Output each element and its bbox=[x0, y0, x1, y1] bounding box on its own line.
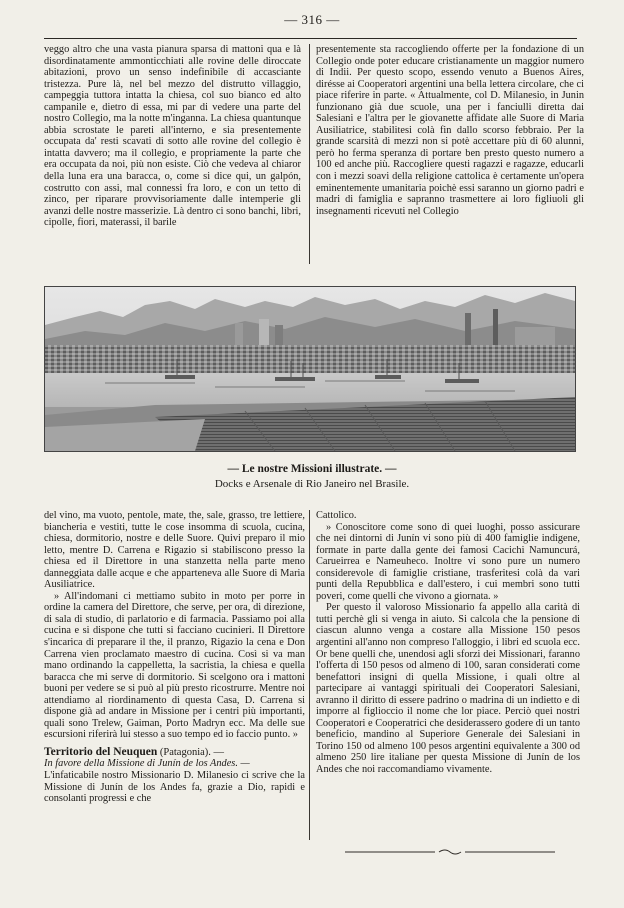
section-heading bbox=[44, 747, 305, 759]
section-heading-title: Territorio del Neuquen bbox=[44, 745, 158, 758]
end-ornament-icon bbox=[345, 848, 555, 856]
column-bottom-left bbox=[44, 510, 305, 805]
paragraph: » All'indomani ci mettiamo subito in moto per porre in ordine la camera del Direttore, che serve, per ora, di direzione, di sala di studio, di parlatorio e di farmacia. Passiamo poi alla cucina e si dispone che tutti si facciano cucinieri. Il Direttore s'incarica di preparare il the, il pranzo, Rigazio la cena e Don Carrena vien proclamato maestro di cucina. Così si va man mano ordinando la cappelletta, la sacristia, la chiesa e quella baracca che mi serve di dormitorio. Si scelgono ora i mattoni buoni per vedere se si può al più presto ricostrurre. Mentre noi attendiamo al riordinamento di questa Casa, D. Carrena si dispone già ad andare in Missione per i centri più importanti, quali sono Trelew, Gaiman, Porto Madryn ecc. Ma delle sue escursioni riferirà lui stesso a suo tempo ed io faccio punto. » bbox=[44, 590, 305, 741]
harbor-photograph-image bbox=[45, 287, 575, 451]
illustration-caption-title: — Le nostre Missioni illustrate. — bbox=[227, 463, 397, 475]
paragraph: Cattolico. bbox=[316, 510, 357, 521]
page-number: — 316 — bbox=[284, 12, 340, 27]
column-divider bbox=[309, 510, 310, 840]
column-bottom-right bbox=[316, 510, 580, 776]
paragraph: Per questo il valoroso Missionario fa appello alla carità di tutti perchè gli si venga in aiuto. Si calcola che la pensione di ciascun alunno venga a costare alla Missione 150 pesos argentini all'anno non compreso l'alloggio, i libri ed scuola ecc. Or bene quelli che, unendosi agli sforzi dei Missionari, faranno l'offerta di 150 pesos od almeno di 100, saran considerati come benefattori insigni di quella Missione, i quali oltre al partecipare ai vantaggi spirituali dei Cooperatori Salesiani, avranno il diritto di essere padrino o madrina di un indietto e di imporre al figlioccio il nome che lor piace. Perciò quei nostri Cooperatori e Cooperatrici che desiderassero godere di un tanto beneficio, mandino al Superiore Generale dei Salesiani in Torino 150 od almeno 100 pesos argentini equivalente a 300 od almeno 250 lire italiane per questa Missione di Junín de los Andes che noi raccomandiamo vivamente. bbox=[316, 602, 580, 776]
paragraph: presentemente sta raccogliendo offerte per la fondazione di un Collegio onde poter educare cristianamente un maggior numero di Indii. Per questo scopo, essendo venuto a Buenos Aires, dirésse ai Cooperatori argentini una bella lettera circolare, che ci piace riferire in parte. « Attualmente, col D. Milanesio, in Junin funzionano già due scuole, una per i fanciulli diretta dai Salesiani e l'altra per le giovanette affidate alle Suore di Maria Ausiliatrice, stabilitesi colà fin dallo scorso febbraio. Per la grande scarsità di mezzi non si potè accettare più di 60 alunni, però ho ferma speranza di portare ben presto questo numero a 100 ed anche più. Raccogliere questi ragazzi e ragazze, educarli con i mezzi soavi della religione cattolica è certamente un'opera eminentemente umanitaria poichè essi saranno un giorno padri e madri di famiglia e sapranno trasmettere ai loro figliuoli gli insegnamenti ricevuti nel Collegio bbox=[316, 44, 584, 217]
illustration-caption-subtitle: Docks e Arsenale di Rio Janeiro nel Brasile. bbox=[214, 478, 410, 490]
column-top-right bbox=[316, 44, 584, 217]
harbor-photograph bbox=[44, 286, 576, 452]
paragraph: » Conoscitore come sono di quei luoghi, posso assicurare che nei dintorni di Junín vi sono più di 400 famiglie indigene, formate in parte dalla gente dei famosi Cacichi Namuncurá, Carueirrea e Nameuheco. Inoltre vi sono pure un numero considerevole di famiglie cristiane, trasferitesi colà da vari punti della Repubblica e dall'estero, i cui membri sono tutti poveri, come quelli che vivono a giornata. » bbox=[316, 521, 580, 602]
header-rule bbox=[44, 38, 577, 39]
column-divider bbox=[309, 44, 310, 264]
column-top-left bbox=[44, 44, 301, 229]
paragraph: veggo altro che una vasta pianura sparsa di mattoni qua e là disordinatamente ammonticchiati alle rovine delle diroccate abitazioni, provo un senso indefinibile di accasciante tristezza. Pure là, nel bel mezzo del distrutto villaggio, campeggia tuttora intatta la chiesa, col suo bianco ed alto campanile e, dietro di essa, mi par di vedere una parte del nostro Collegio, ma la notte m'inganna. La chiesa quantunque abbia scrostate le pareti all'interno, e sia presentemente occupata da' resti scavati di sotto alle rovine del collegio è intatta davvero; ma il collegio, e propriamente la parte che era occupata da noi, più non esiste. Ciò che vedeva al chiaror della luna era una baracca, o, come si dice qui, un galpón, costrutto con assi, mal connessi fra loro, e con un tetto di zinco, per riparare provvisoriamente dalle intemperie gli avanzi delle nostre masserizie. Là dentro ci sono banchi, libri, cipolle, fiori, materassi, il barile bbox=[44, 44, 301, 229]
paragraph: L'infaticabile nostro Missionario D. Milanesio ci scrive che la Missione di Junín de los Andes fa, grazie a Dio, rapidi e consolanti progressi e che bbox=[44, 770, 305, 805]
section-heading-region: (Patagonia). — bbox=[159, 746, 225, 758]
paragraph: del vino, ma vuoto, pentole, mate, the, sale, grasso, tre lettiere, biancheria e vestiti, tutte le cose insomma di scuola, cucina, chiesa, dormitorio, nostre e delle Suore. Quivi preparo il mio letto, mentre D. Carrena e Rigazio si stabiliscono presso la chiesa ed il Direttore in una stanzetta nella parte meno danneggiata dalle acque e che apparteneva alle Suore di Maria Ausiliatrice. bbox=[44, 510, 305, 591]
section-heading-subtitle: In favore della Missione di Junín de los Andes. — bbox=[44, 758, 250, 770]
